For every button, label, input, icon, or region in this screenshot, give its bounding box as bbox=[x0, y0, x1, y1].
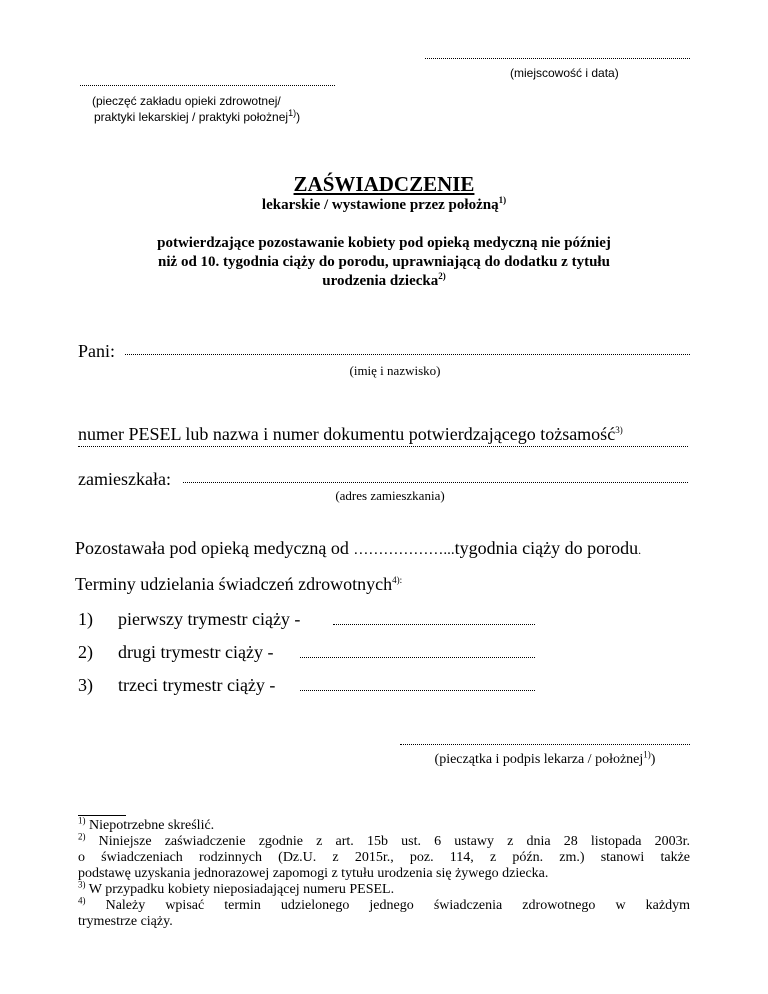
stamp-caption-line1: (pieczęć zakładu opieki zdrowotnej/ bbox=[92, 94, 281, 108]
address-field[interactable] bbox=[183, 482, 688, 483]
signature-caption: (pieczątka i podpis lekarza / położnej$^{1)}$) bbox=[434, 749, 656, 767]
footnotes: $^{1)}$ Niepotrzebne skreślić. $^{2)}$ Niniejsze zaświadczenie zgodnie z art. 15b ust. 6 ustawy z dnia 28 listopada 2003r. o świadczeniach rodzinnych (Dz.U. z 2015r., poz. 114, z późn. zm.) stanowi także podstawę uzyskania jednorazowej zapomogi z tytułu urodzenia się żywego dziecka. $^{3)}$ W przypadku kobiety nieposiadającej numeru PESEL. $^{4)}$ Należy wpisać termin udzielonego jednego świadczenia zdrowotnego w każdym trymestrze ciąży. bbox=[78, 815, 690, 929]
care-period-line: Pozostawała pod opieką medyczną od ………………...tygodnia ciąży do porodu. bbox=[75, 538, 642, 558]
trimester-num: 2) bbox=[78, 642, 93, 662]
trimester-field[interactable] bbox=[333, 624, 535, 625]
address-label: zamieszkała: bbox=[78, 469, 171, 489]
stamp-caption-line2: praktyki lekarskiej / praktyki położnej$^{1)}$) bbox=[94, 108, 301, 124]
place-date-caption: (miejscowość i data) bbox=[510, 66, 619, 80]
place-date-line[interactable] bbox=[425, 58, 690, 59]
trimester-label: pierwszy trymestr ciąży - bbox=[118, 609, 301, 629]
trimester-field[interactable] bbox=[300, 690, 535, 691]
footnote-item: $^{3)}$ W przypadku kobiety nieposiadającej numeru PESEL. bbox=[78, 879, 395, 897]
footnote-item: $^{4)}$ Należy wpisać termin udzielonego jednego świadczenia zdrowotnego w każdym bbox=[78, 895, 690, 913]
trimester-label: trzeci trymestr ciąży - bbox=[118, 675, 276, 695]
document-subtitle: lekarskie / wystawione przez położną$^{1)}$ bbox=[261, 195, 507, 213]
footnote-item: $^{1)}$ Niepotrzebne skreślić. bbox=[78, 815, 215, 833]
trimester-num: 3) bbox=[78, 675, 93, 695]
stamp-line[interactable] bbox=[80, 85, 335, 86]
trimester-num: 1) bbox=[78, 609, 93, 629]
pesel-label: numer PESEL lub nazwa i numer dokumentu potwierdzającego tożsamość$^{3)}$ bbox=[78, 424, 623, 444]
document-title: ZAŚWIADCZENIE bbox=[293, 172, 475, 196]
name-caption: (imię i nazwisko) bbox=[349, 363, 441, 378]
document-purpose: potwierdzające pozostawanie kobiety pod opieką medyczną nie później niż od 10. tygodnia ciąży do porodu, uprawniającą do dodatku z tytułu urodzenia dziecka$^{2)}$ bbox=[157, 235, 611, 289]
name-field[interactable] bbox=[125, 354, 690, 355]
terms-label: Terminy udzielania świadczeń zdrowotnych$^{4):}$ bbox=[75, 574, 403, 594]
pani-label: Pani: bbox=[78, 341, 116, 361]
footnote-item: $^{2)}$ Niniejsze zaświadczenie zgodnie z art. 15b ust. 6 ustawy z dnia 28 listopada 2003r. bbox=[78, 831, 690, 849]
care-weeks-field[interactable]: ………………... bbox=[353, 542, 455, 558]
address-caption: (adres zamieszkania) bbox=[335, 488, 445, 503]
signature-line[interactable] bbox=[400, 744, 690, 745]
trimester-field[interactable] bbox=[300, 657, 535, 658]
trimester-label: drugi trymestr ciąży - bbox=[118, 642, 274, 662]
pesel-field[interactable] bbox=[78, 446, 688, 447]
